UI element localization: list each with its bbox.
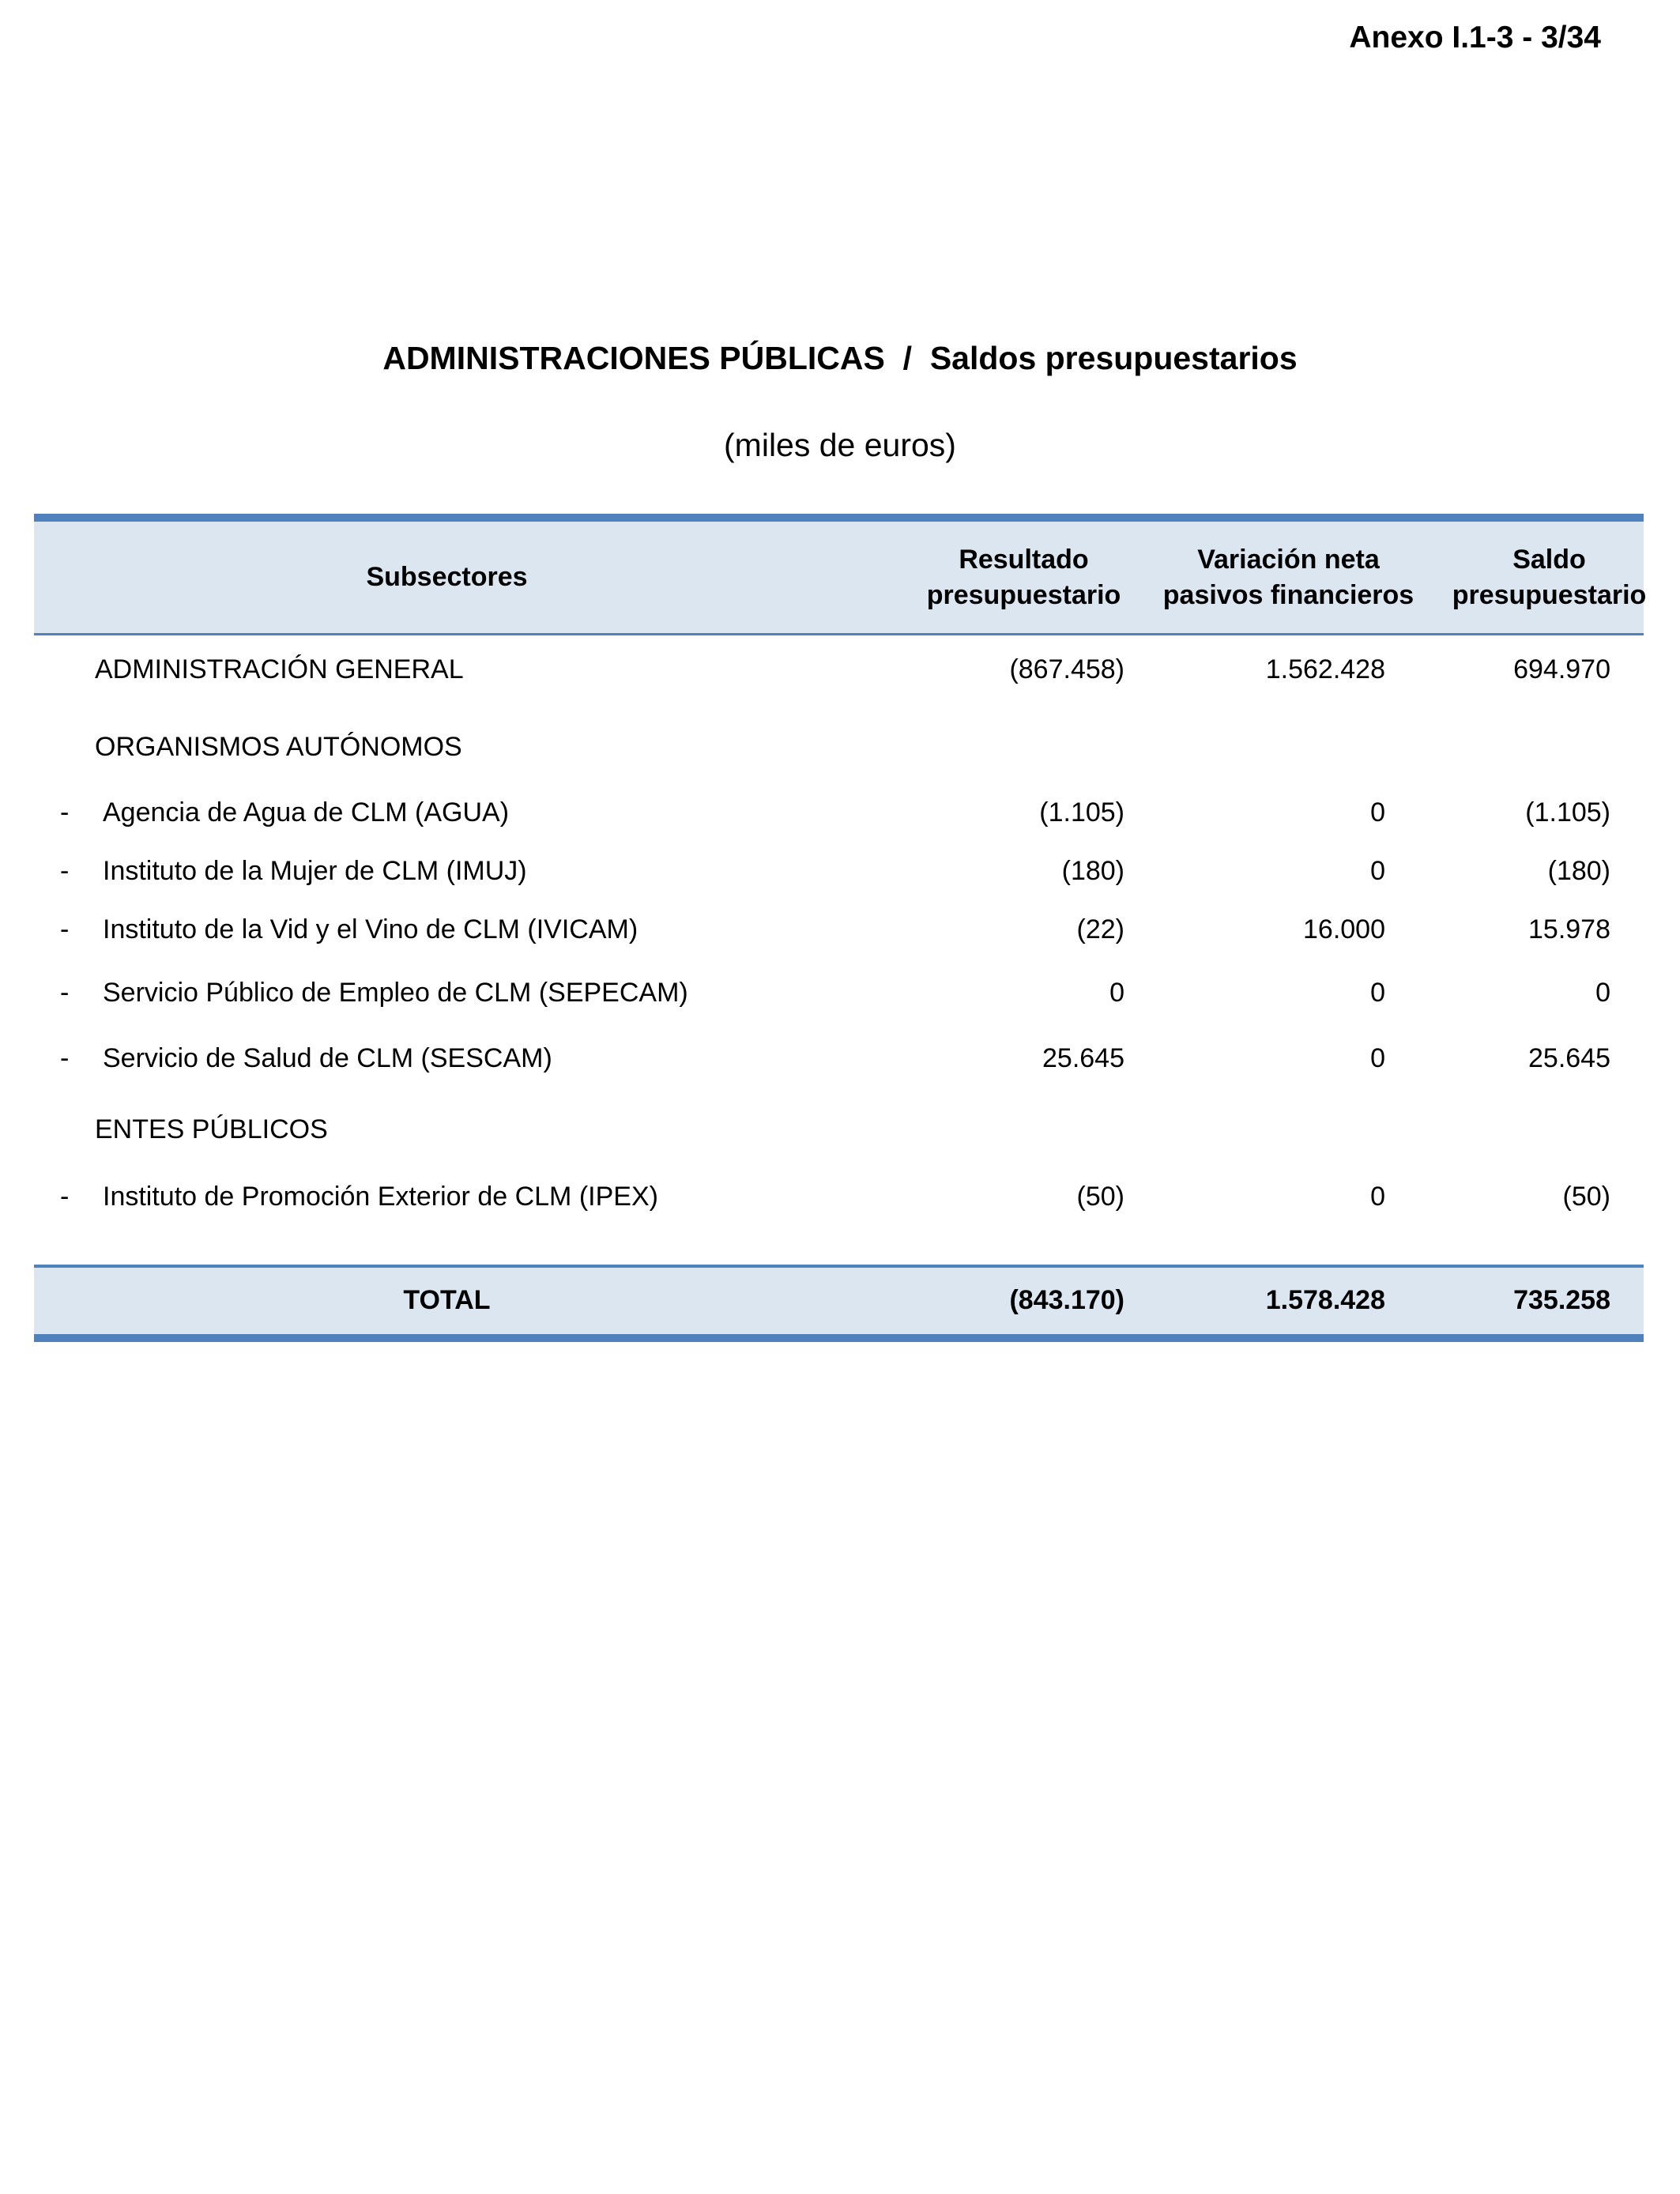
budget-balance-table — [34, 514, 1647, 1315]
total-saldo: 735.258 — [1513, 1285, 1610, 1315]
table-top-rule — [34, 514, 1644, 522]
row-resultado: (22) — [1076, 914, 1124, 944]
header-subsectores: Subsectores — [366, 562, 528, 592]
row-resultado: 25.645 — [1042, 1043, 1124, 1073]
row-resultado: (50) — [1076, 1182, 1124, 1212]
row-dash: - — [60, 914, 70, 944]
row-variacion: 0 — [1370, 1043, 1385, 1073]
row-saldo: (50) — [1562, 1182, 1610, 1212]
row-label: Instituto de Promoción Exterior de CLM (IPEX) — [103, 1182, 658, 1212]
row-resultado: (1.105) — [1039, 797, 1124, 827]
row-dash: - — [60, 1043, 70, 1073]
row-saldo: 25.645 — [1528, 1043, 1610, 1073]
units-subtitle: (miles de euros) — [724, 427, 956, 463]
row-variacion: 1.562.428 — [1265, 654, 1385, 684]
header-resultado: Resultado presupuestario — [926, 544, 1121, 610]
row-dash: - — [60, 856, 70, 886]
row-label: ORGANISMOS AUTÓNOMOS — [95, 732, 462, 762]
annex-reference: Anexo I.1-3 - 3/34 — [1349, 21, 1601, 55]
row-saldo: 15.978 — [1528, 914, 1610, 944]
row-label: ENTES PÚBLICOS — [95, 1114, 328, 1144]
row-saldo: (1.105) — [1525, 797, 1610, 827]
header-saldo: Saldo presupuestario — [1452, 544, 1647, 610]
row-label: Servicio de Salud de CLM (SESCAM) — [103, 1043, 552, 1073]
row-label: ADMINISTRACIÓN GENERAL — [95, 654, 464, 684]
row-variacion: 0 — [1370, 978, 1385, 1008]
row-resultado: (180) — [1061, 856, 1124, 886]
row-saldo: 694.970 — [1513, 654, 1610, 684]
total-resultado: (843.170) — [1009, 1285, 1124, 1315]
row-dash: - — [60, 978, 70, 1008]
table-header — [34, 522, 1647, 635]
header-variacion: Variación neta pasivos financieros — [1162, 544, 1414, 610]
row-variacion: 0 — [1370, 856, 1385, 886]
row-saldo: 0 — [1595, 978, 1610, 1008]
row-label: Instituto de la Vid y el Vino de CLM (IVICAM) — [103, 914, 638, 944]
row-dash: - — [60, 797, 70, 827]
row-variacion: 0 — [1370, 797, 1385, 827]
row-label: Instituto de la Mujer de CLM (IMUJ) — [103, 856, 527, 886]
row-variacion: 0 — [1370, 1182, 1385, 1212]
row-dash: - — [60, 1182, 70, 1212]
row-resultado: 0 — [1109, 978, 1124, 1008]
table-bottom-rule — [34, 1334, 1644, 1342]
total-row — [34, 1265, 1644, 1342]
row-variacion: 16.000 — [1303, 914, 1385, 944]
total-label: TOTAL — [403, 1285, 491, 1315]
total-band — [34, 1268, 1644, 1334]
row-label: Servicio Público de Empleo de CLM (SEPECAM) — [103, 978, 688, 1008]
row-saldo: (180) — [1547, 856, 1610, 886]
total-variacion: 1.578.428 — [1265, 1285, 1385, 1315]
page-title: ADMINISTRACIONES PÚBLICAS / Saldos presupuestarios — [382, 340, 1298, 376]
row-resultado: (867.458) — [1009, 654, 1124, 684]
row-label: Agencia de Agua de CLM (AGUA) — [103, 797, 510, 827]
